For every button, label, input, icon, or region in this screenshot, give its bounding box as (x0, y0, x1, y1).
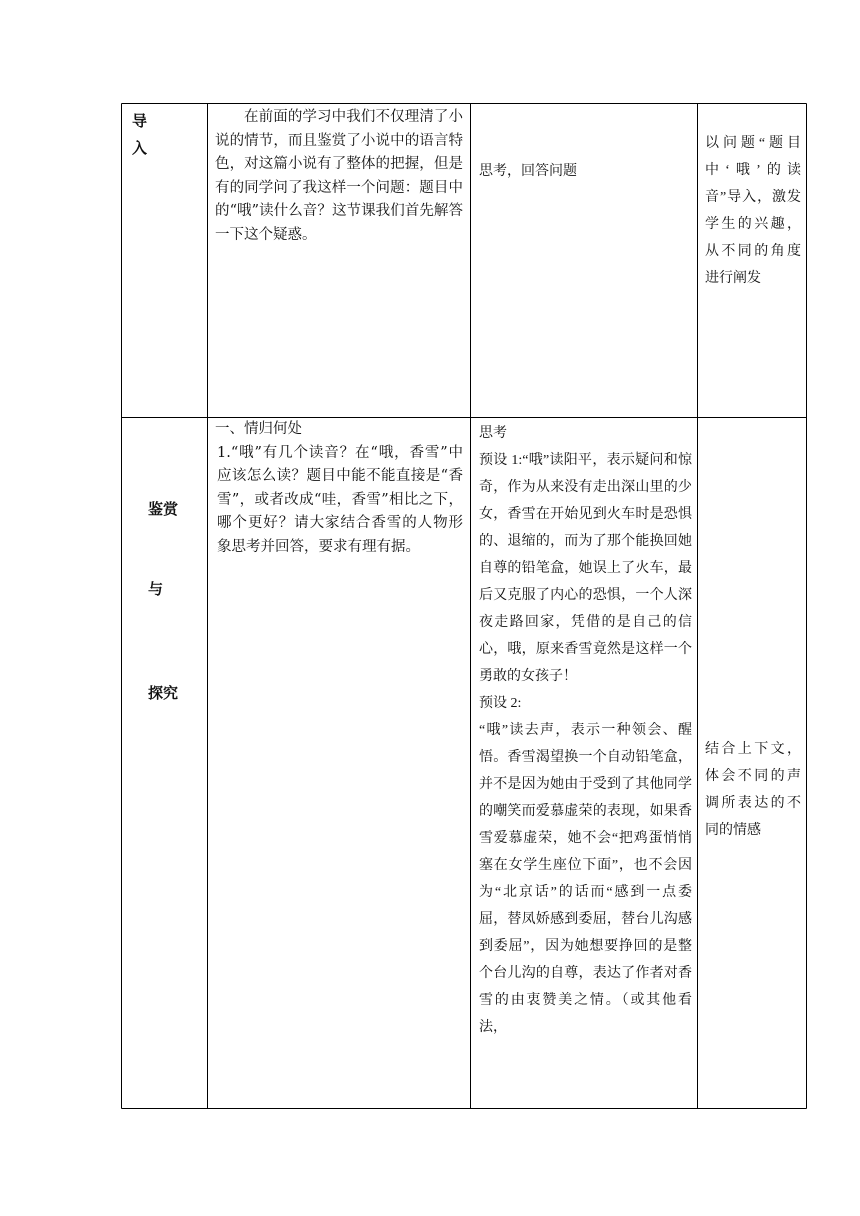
stage-label-intro (132, 108, 202, 162)
teacher-activity-intro (215, 106, 463, 247)
student-activity-line: 预设 2: (479, 696, 522, 711)
design-intent-appreciation (705, 736, 801, 844)
section-heading: 一、情归何处 (215, 421, 302, 437)
stage-label-line: 入 (132, 139, 148, 157)
stage-label-line: 导 (132, 112, 148, 130)
design-intent-intro (705, 130, 801, 292)
stage-label-line: 与 (148, 580, 164, 598)
student-activity-appreciation (479, 420, 692, 1108)
teacher-question: 1.“哦”有几个读音？在“哦，香雪”中应该怎么读？题目中能不能直接是“香雪”，或者改成“哇，香雪”相比之下，哪个更好？请大家结合香雪的人物形象思考并回答，要求有理有据。 (217, 444, 463, 555)
student-activity-preset-1: 预设 1:“哦”读阳平，表示疑问和惊奇，作为从来没有走出深山里的少女，香雪在开始见到火车时是恐惧的、退缩的，而为了那个能换回她自尊的铅笔盒，她误上了火车，最后又克服了内心的恐惧，一个人深夜走路回家，凭借的是自己的信心，哦，原来香雪竟然是这样一个勇敢的女孩子！ (479, 453, 692, 684)
student-activity-preset-2: “哦”读去声，表示一种领会、醒悟。香雪渴望换一个自动铅笔盒，并不是因为她由于受到了其他同学的嘲笑而爱慕虚荣的表现，如果香雪爱慕虚荣，她不会“把鸡蛋悄悄塞在女学生座位下面”，也不会因为“北京话”的话而“感到一点委屈，替凤娇感到委屈，替台儿沟感到委屈”，因为她想要挣回的是整个台儿沟的自尊，表达了作者对香雪的由衷赞美之情。（或其他看法， (479, 723, 692, 1035)
student-activity-line: 思考 (479, 426, 507, 441)
design-intent-paragraph: 结合上下文，体会不同的声调所表达的不同的情感 (705, 742, 801, 838)
design-intent-paragraph: 以问题“题目中‘哦’的读音”导入，激发学生的兴趣，从不同的角度进行阐发 (705, 136, 801, 286)
teacher-activity-appreciation (215, 418, 463, 559)
stage-label-line: 鉴赏 (148, 500, 179, 518)
student-activity-paragraph: 思考，回答问题 (479, 164, 577, 179)
stage-label-appreciation (148, 498, 198, 718)
student-activity-intro (479, 158, 691, 185)
stage-label-line: 探究 (148, 684, 179, 702)
teacher-activity-paragraph: 在前面的学习中我们不仅理清了小说的情节，而且鉴赏了小说中的语言特色，对这篇小说有了整体的把握，但是有的同学问了我这样一个问题：题目中的“哦”读什么音？这节课我们首先解答一下这个疑惑。 (215, 109, 463, 243)
